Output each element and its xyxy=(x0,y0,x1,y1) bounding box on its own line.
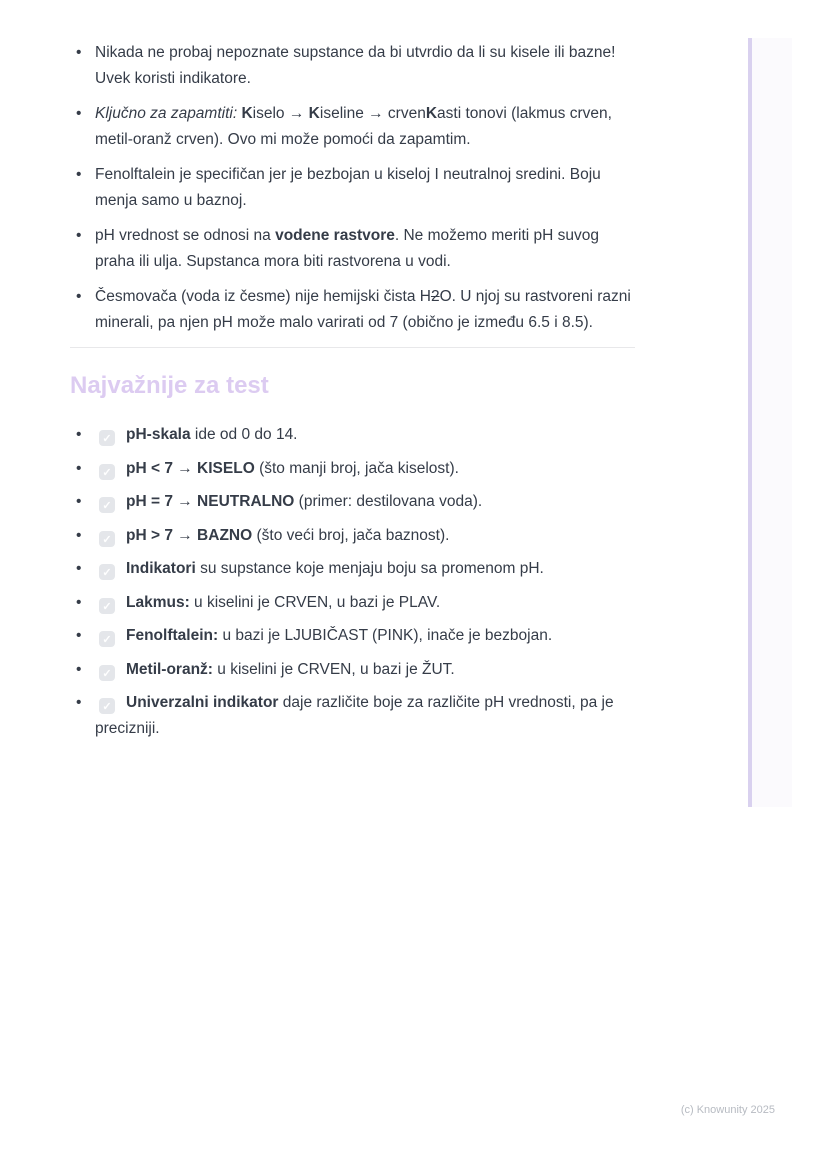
check-icon: ✓ xyxy=(102,500,112,512)
text-segment: Lakmus: xyxy=(126,593,190,611)
text-segment: Fenolftalein je specifičan jer je bezbojan u kiseloj I neutralnoj sredini. Boju menja samo u baznoj. xyxy=(95,166,601,209)
text-segment: pH < 7 → KISELO xyxy=(126,459,255,477)
check-icon: ✓ xyxy=(102,600,112,613)
checklist-item xyxy=(70,456,635,482)
checkbox-checked-icon xyxy=(99,631,115,647)
text-segment: 2 xyxy=(430,288,440,305)
text-segment: pH vrednost se odnosi na xyxy=(95,227,276,244)
note-bullet-item xyxy=(70,101,635,153)
checkbox-checked-icon xyxy=(99,598,115,614)
text-segment: ide od 0 do 14. xyxy=(190,426,298,443)
check-icon: ✓ xyxy=(102,701,112,713)
checklist-item xyxy=(70,556,635,582)
footer-copyright: (c) Knowunity 2025 xyxy=(680,1104,775,1116)
note-bullet-item xyxy=(70,284,635,336)
text-segment: Indikatori xyxy=(126,560,196,577)
note-bullet-item xyxy=(70,40,635,92)
checklist-item xyxy=(70,690,635,742)
check-icon: ✓ xyxy=(102,533,112,546)
text-segment: Česmovača (voda iz česme) nije hemijski čista H xyxy=(95,288,431,305)
checkbox-checked-icon xyxy=(99,464,115,480)
text-segment: Metil-oranž: xyxy=(126,660,213,678)
text-segment: vodene rastvore xyxy=(275,227,395,244)
checkbox-checked-icon xyxy=(99,698,115,714)
text-segment: asti tonovi (lakmus crven, metil-oranž crven). Ovo mi može pomoći da zapamtim. xyxy=(95,105,612,148)
text-segment: Univerzalni indikator xyxy=(126,694,279,711)
text-segment: pH = 7 → NEUTRALNO xyxy=(126,493,295,510)
check-icon: ✓ xyxy=(102,466,112,479)
checkbox-checked-icon xyxy=(99,430,115,446)
text-segment: su supstance koje menjaju boju sa promenom pH. xyxy=(195,560,544,577)
checkbox-checked-icon xyxy=(99,497,115,513)
section-divider xyxy=(70,347,635,348)
text-segment: (što manji broj, jača kiselost). xyxy=(254,459,459,477)
note-bullet-item xyxy=(70,162,635,214)
checkbox-checked-icon xyxy=(99,665,115,681)
check-icon: ✓ xyxy=(102,667,112,680)
checklist-item xyxy=(70,489,635,515)
text-segment: daje različite boje za različite pH vrednosti, pa je precizniji. xyxy=(95,694,614,737)
check-icon: ✓ xyxy=(102,567,112,579)
text-segment: K xyxy=(241,105,253,122)
checklist-item xyxy=(70,623,635,649)
check-icon: ✓ xyxy=(102,634,112,646)
text-segment: u kiselini je CRVEN, u bazi je PLAV. xyxy=(189,593,441,611)
text-segment: O. U njoj su rastvoreni razni minerali, pa njen pH može malo varirati od 7 (obično je između 6.5 i 8.5). xyxy=(95,288,631,331)
text-segment: K xyxy=(425,105,438,122)
checklist-item xyxy=(70,590,635,616)
text-segment: iselo → xyxy=(252,105,309,122)
text-segment: iseline → crven xyxy=(319,105,426,122)
note-bullet-item xyxy=(70,223,635,275)
test-checklist xyxy=(70,422,635,742)
section-title: Najvažnije za test xyxy=(70,372,269,399)
text-segment: K xyxy=(308,105,320,122)
check-icon: ✓ xyxy=(102,433,112,445)
text-segment: Ključno za zapamtiti: xyxy=(95,105,242,122)
text-segment: u bazi je LJUBIČAST (PINK), inače je bezbojan. xyxy=(218,627,553,644)
checklist-item xyxy=(70,422,635,448)
text-segment: Nikada ne probaj nepoznate supstance da bi utvrdio da li su kisele ili bazne! Uvek koristi indikatore. xyxy=(95,44,616,87)
text-segment: Fenolftalein: xyxy=(126,627,219,644)
checklist-item xyxy=(70,657,635,683)
text-segment: . Ne možemo meriti pH suvog praha ili ulja. Supstanca mora biti rastvorena u vodi. xyxy=(95,227,599,270)
page-edge-strip xyxy=(748,38,792,807)
text-segment: (primer: destilovana voda). xyxy=(294,493,483,510)
text-segment: u kiselini je CRVEN, u bazi je ŽUT. xyxy=(212,660,455,678)
text-segment: (što veći broj, jača baznost). xyxy=(252,526,450,544)
document-content xyxy=(70,40,635,750)
checklist-item xyxy=(70,523,635,549)
text-segment: pH > 7 → BAZNO xyxy=(126,526,253,544)
notes-bullet-list xyxy=(70,40,635,336)
text-segment: pH-skala xyxy=(126,426,191,443)
checkbox-checked-icon xyxy=(99,564,115,580)
checkbox-checked-icon xyxy=(99,531,115,547)
